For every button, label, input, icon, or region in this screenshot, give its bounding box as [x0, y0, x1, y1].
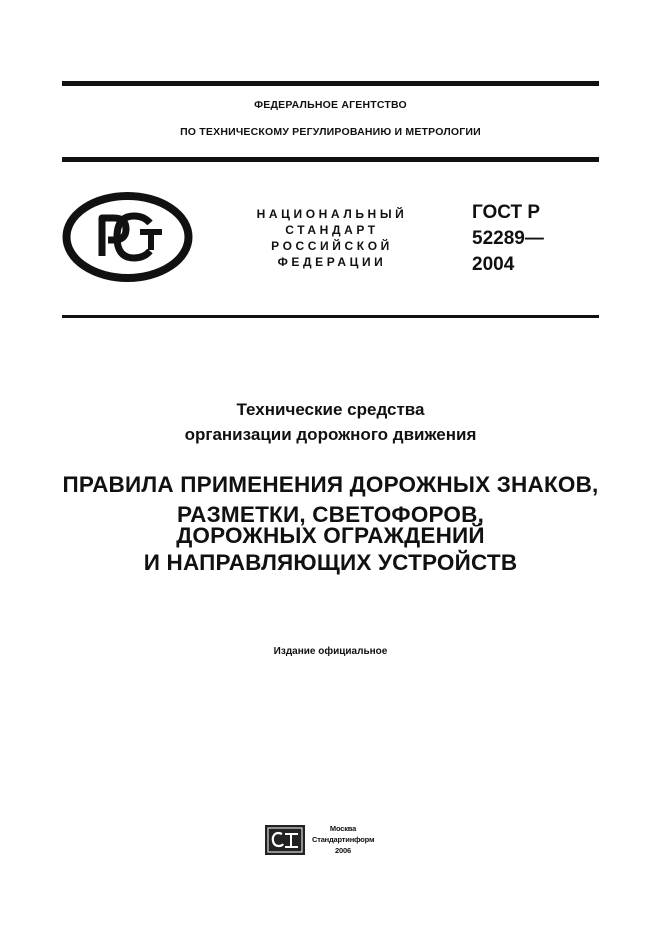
- document-title-line-4: И НАПРАВЛЯЮЩИХ УСТРОЙСТВ: [143, 550, 518, 575]
- rst-certification-mark-icon: [62, 192, 193, 282]
- standard-block-bottom-rule: [62, 315, 599, 318]
- publisher-name: Стандартинформ: [312, 835, 375, 844]
- national-standard-line-4: ФЕДЕРАЦИИ: [277, 255, 387, 269]
- publisher-year: 2006: [335, 846, 351, 855]
- gost-prefix: ГОСТ Р: [472, 202, 541, 223]
- edition-label: Издание официальное: [273, 646, 388, 657]
- subtitle-line-2: организации дорожного движения: [184, 425, 477, 444]
- agency-line-2: ПО ТЕХНИЧЕСКОМУ РЕГУЛИРОВАНИЮ И МЕТРОЛОГИИ: [180, 126, 481, 138]
- gost-year: 2004: [472, 254, 515, 275]
- standartinform-logo-icon: [265, 825, 305, 855]
- national-standard-line-2: СТАНДАРТ: [285, 223, 379, 237]
- document-title-line-1: ПРАВИЛА ПРИМЕНЕНИЯ ДОРОЖНЫХ ЗНАКОВ,: [62, 472, 599, 497]
- top-rule: [62, 81, 599, 86]
- document-title-line-2: РАЗМЕТКИ, СВЕТОФОРОВ,: [176, 502, 485, 527]
- subtitle-line-1: Технические средства: [236, 400, 425, 419]
- national-standard-line-3: РОССИЙСКОЙ: [271, 239, 393, 253]
- document-title-line-3: ДОРОЖНЫХ ОГРАЖДЕНИЙ: [176, 523, 485, 548]
- agency-line-1: ФЕДЕРАЛЬНОЕ АГЕНТСТВО: [254, 99, 407, 111]
- agency-bottom-rule: [62, 157, 599, 162]
- national-standard-line-1: НАЦИОНАЛЬНЫЙ: [256, 207, 408, 221]
- gost-number: 52289—: [472, 228, 544, 249]
- publisher-city: Москва: [329, 824, 357, 833]
